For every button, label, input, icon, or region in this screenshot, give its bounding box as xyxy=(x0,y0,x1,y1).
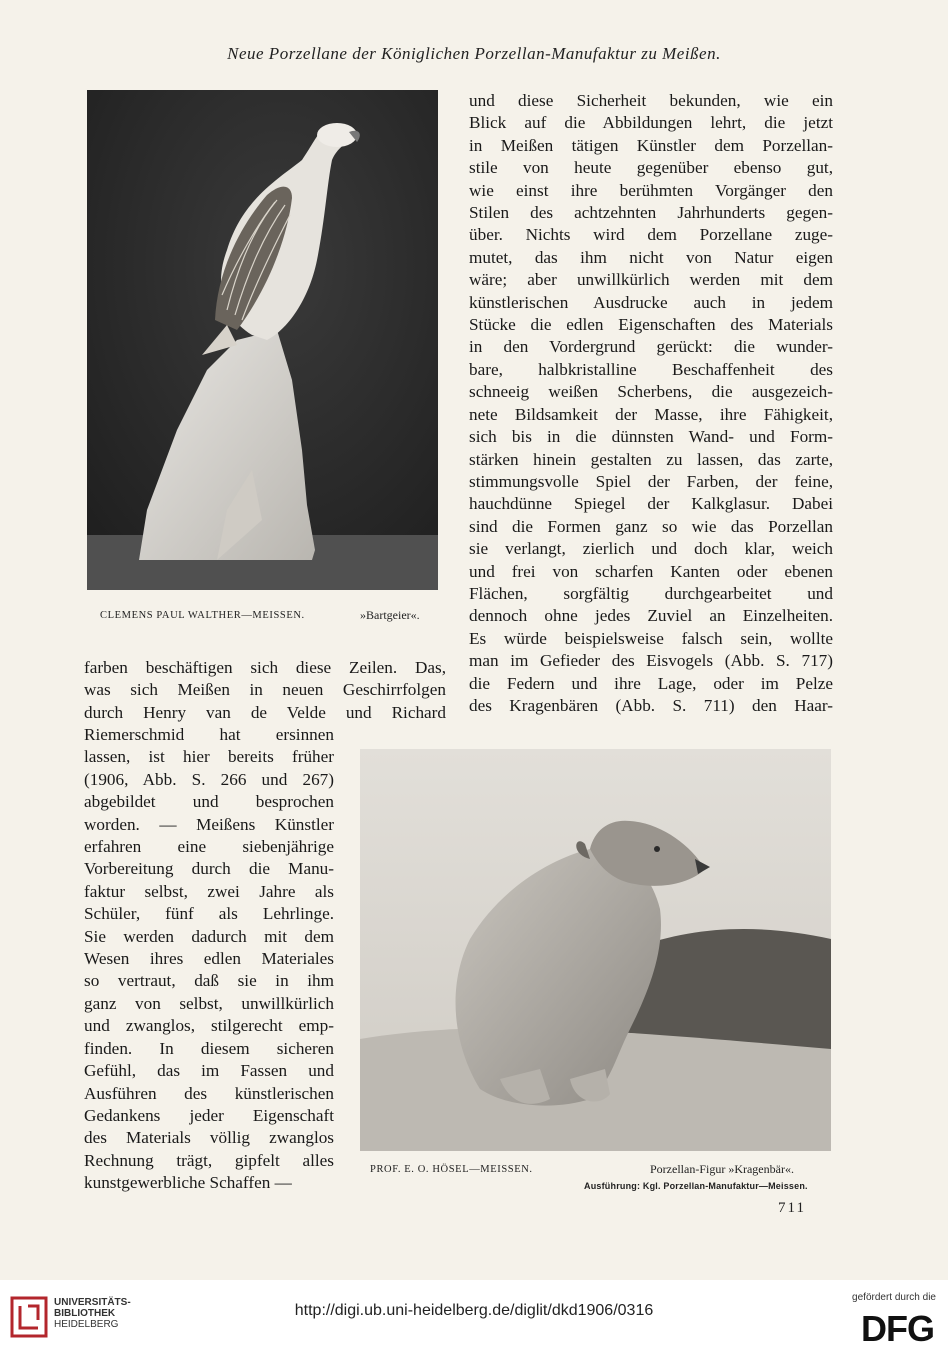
left-column-narrow-line: Schüler, fünf als Lehrlinge. xyxy=(84,904,334,924)
running-head: Neue Porzellane der Königlichen Porzellan-Manufaktur zu Meißen. xyxy=(227,44,721,63)
left-column-narrow-line: (1906, Abb. S. 266 und 267) xyxy=(84,769,334,789)
library-line-3: HEIDELBERG xyxy=(54,1319,119,1330)
left-column-narrow-line: finden. In diesem sicheren xyxy=(84,1038,334,1058)
right-column-line: Stücke die edlen Eigenschaften des Materials xyxy=(469,315,833,335)
right-column-line: mutet, das ihm nicht von Natur eigen xyxy=(469,247,833,267)
right-column-line: dennoch ohne jedes Zuviel an Einzelheiten. xyxy=(469,606,833,626)
left-text-column-wide xyxy=(84,657,446,724)
left-column-narrow-line: Sie werden dadurch mit dem xyxy=(84,926,334,946)
right-column-line: die Federn und ihre Lage, oder im Pelze xyxy=(469,673,833,693)
eagle-caption-title: »Bartgeier«. xyxy=(360,608,420,622)
right-column-line: stile von heute gegenüber ebenso gut, xyxy=(469,158,833,178)
right-column-line: Stilen des achtzehnten Jahrhunderts gegen- xyxy=(469,203,833,223)
left-column-narrow-line: Vorbereitung durch die Manu- xyxy=(84,859,334,879)
kragenbaer-porcelain-figure-image xyxy=(360,749,831,1151)
left-column-narrow-line: ganz von selbst, unwillkürlich xyxy=(84,993,334,1013)
library-line-2: BIBLIOTHEK xyxy=(54,1308,116,1319)
right-column-line: nete Bildsamkeit der Masse, ihre Fähigkeit, xyxy=(469,404,833,424)
left-column-narrow-line: und zwanglos, stilgerecht emp- xyxy=(84,1016,334,1036)
right-column-line: stimmungsvolle Spiel der Farben, der feine, xyxy=(469,471,833,491)
right-column-line: sind die Formen ganz so wie das Porzellan xyxy=(469,516,833,536)
right-column-line: bare, halbkristalline Beschaffenheit des xyxy=(469,359,833,379)
right-column-line: wie einst ihre berühmten Vorgänger den xyxy=(469,180,833,200)
right-column-line: Es würde beispielsweise falsch sein, wollte xyxy=(469,628,833,648)
left-column-narrow-line: erfahren eine siebenjährige xyxy=(84,837,334,857)
left-column-narrow-line: des Materials völlig zwanglos xyxy=(84,1128,334,1148)
right-column-line: in Meißen tätigen Künstler dem Porzellan- xyxy=(469,135,833,155)
left-column-narrow-line: Riemerschmid hat ersinnen xyxy=(84,725,334,744)
left-column-narrow-line: Wesen ihres edlen Materiales xyxy=(84,949,334,969)
left-column-narrow-line: faktur selbst, zwei Jahre als xyxy=(84,881,334,901)
left-column-narrow-line: worden. — Meißens Künstler xyxy=(84,814,334,834)
library-line-1: UNIVERSITÄTS- xyxy=(54,1297,131,1308)
bear-caption-title: Porzellan-Figur »Kragenbär«. xyxy=(650,1162,794,1176)
left-column-narrow-line: kunstgewerbliche Schaffen — xyxy=(84,1173,292,1193)
left-column-narrow-line: Rechnung trägt, gipfelt alles xyxy=(84,1150,334,1170)
bear-caption-artist: PROF. E. O. HÖSEL—MEISSEN. xyxy=(370,1164,533,1175)
permalink-url[interactable]: http://digi.ub.uni-heidelberg.de/diglit/dkd1906/0316 xyxy=(294,1302,654,1319)
right-column-line: schneeig weißen Scherbens, die ausgezeich- xyxy=(469,382,833,402)
right-column-line: Flächen, sorgfältig durchgearbeitet und xyxy=(469,583,833,603)
right-column-line: hauchdünne Spiegel der Kalkglasur. Dabei xyxy=(469,494,833,514)
left-column-wide-line: durch Henry van de Velde und Richard xyxy=(84,702,446,722)
right-column-line: sie verlangt, zierlich und doch klar, weich xyxy=(469,539,833,559)
left-column-narrow-line: abgebildet und besprochen xyxy=(84,792,334,812)
right-column-line: und diese Sicherheit bekunden, wie ein xyxy=(469,91,833,110)
right-column-line: man im Gefieder des Eisvogels (Abb. S. 717) xyxy=(469,651,833,671)
left-column-narrow-line: lassen, ist hier bereits früher xyxy=(84,747,334,767)
page-number: 711 xyxy=(778,1200,806,1216)
right-column-line: wäre; aber unwillkürlich werden mit dem xyxy=(469,270,833,290)
left-column-narrow-line: Gedankens jeder Eigenschaft xyxy=(84,1105,334,1125)
right-column-line: stärken hinein gestalten zu lassen, das zarte, xyxy=(469,449,833,469)
right-column-line: Blick auf die Abbildungen lehrt, die jetzt xyxy=(469,113,833,133)
right-column-line: in den Vordergrund gerückt: die wunder- xyxy=(469,337,833,357)
left-column-wide-line: was sich Meißen in neuen Geschirrfolgen xyxy=(84,680,446,700)
left-column-narrow-line: Gefühl, das im Fassen und xyxy=(84,1061,334,1081)
bear-caption-credit: Ausführung: Kgl. Porzellan-Manufaktur—Meissen. xyxy=(584,1181,808,1191)
left-column-narrow-line: so vertraut, daß sie in ihm xyxy=(84,971,334,991)
eagle-figure-photo xyxy=(87,90,438,590)
right-column-line: des Kragenbären (Abb. S. 711) den Haar- xyxy=(469,695,833,715)
right-text-column xyxy=(469,90,833,717)
digitization-footer xyxy=(0,1280,948,1358)
bear-figure-photo xyxy=(360,749,831,1151)
funding-note: gefördert durch die xyxy=(852,1292,936,1303)
left-text-column-narrow xyxy=(84,724,334,1195)
dfg-logo: DFG xyxy=(861,1308,934,1349)
left-column-wide-line: farben beschäftigen sich diese Zeilen. Das, xyxy=(84,658,446,677)
right-column-line: künstlerischen Ausdrucke auch in jedem xyxy=(469,292,833,312)
right-column-line: und frei von scharfen Kanten oder ebenen xyxy=(469,561,833,581)
eagle-caption-artist: CLEMENS PAUL WALTHER—MEISSEN. xyxy=(100,610,305,621)
bartgeier-porcelain-figure-image xyxy=(87,90,438,590)
left-column-narrow-line: Ausführen des künstlerischen xyxy=(84,1083,334,1103)
right-column-line: über. Nichts wird dem Porzellane zuge- xyxy=(469,225,833,245)
right-column-line: sich bis in die dünnsten Wand- und Form- xyxy=(469,427,833,447)
